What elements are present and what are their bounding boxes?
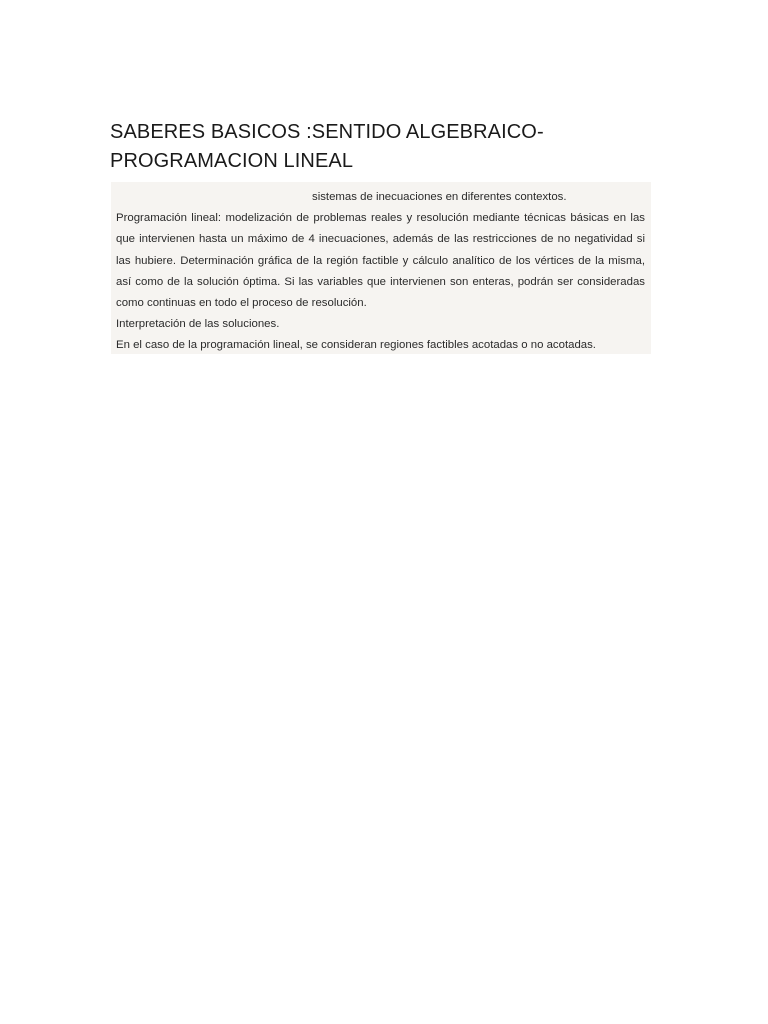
excerpt-paragraph-1: Programación lineal: modelización de problemas reales y resolución mediante técnicas básicas en las que intervienen hasta un máximo de 4 inecuaciones, además de las restricciones de no negatividad si las hubiere. Determinación gráfica de la región factible y cálculo analítico de los vértices de la misma, así como de la solución óptima. Si las variables que intervienen son enteras, podrán ser consideradas como continuas en todo el proceso de resolución. bbox=[116, 212, 645, 310]
excerpt-first-line: sistemas de inecuaciones en diferentes contextos. bbox=[312, 191, 567, 203]
excerpt-paragraph-2: En el caso de la programación lineal, se consideran regiones factibles acotadas o no acotadas. bbox=[116, 339, 596, 352]
title-line-2: PROGRAMACION LINEAL bbox=[110, 150, 354, 172]
excerpt-paragraph-1-end: Interpretación de las soluciones. bbox=[116, 318, 280, 331]
page-title bbox=[110, 118, 670, 176]
scanned-excerpt bbox=[111, 182, 651, 354]
title-line-1: SABERES BASICOS :SENTIDO ALGEBRAICO- bbox=[110, 121, 544, 143]
